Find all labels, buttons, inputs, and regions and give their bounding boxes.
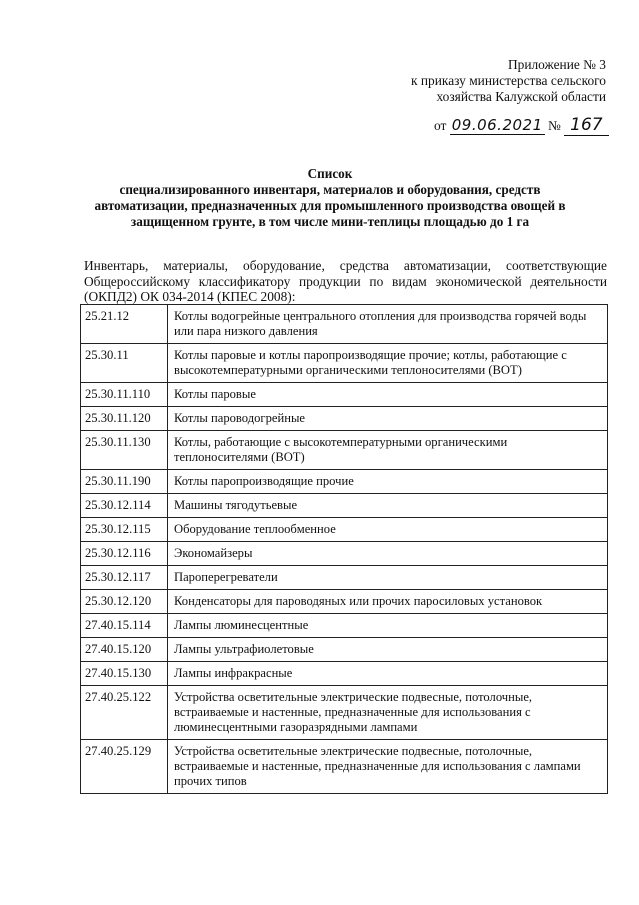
okpd2-description: Устройства осветительные электрические подвесные, потолочные, встраиваемые и настенные, предназначенные для использования с люминесцентными газоразрядными лампами <box>168 686 608 740</box>
okpd2-code: 25.30.12.117 <box>81 566 168 590</box>
order-date-number <box>434 115 609 135</box>
okpd2-description: Котлы паропроизводящие прочие <box>168 470 608 494</box>
order-date: 09.06.2021 <box>451 116 543 134</box>
table-row <box>81 305 608 344</box>
order-number: 167 <box>564 115 608 136</box>
okpd2-description: Котлы паровые и котлы паропроизводящие прочие; котлы, работающие с высокотемпературными органическими теплоносителями (ВОТ) <box>168 344 608 383</box>
table-row <box>81 431 608 470</box>
okpd2-table <box>80 304 608 794</box>
okpd2-code: 25.30.11 <box>81 344 168 383</box>
table-row <box>81 344 608 383</box>
okpd2-table-body <box>81 305 608 794</box>
okpd2-description: Конденсаторы для пароводяных или прочих паросиловых установок <box>168 590 608 614</box>
okpd2-code: 25.30.11.190 <box>81 470 168 494</box>
table-row <box>81 590 608 614</box>
okpd2-description: Лампы инфракрасные <box>168 662 608 686</box>
from-label: от <box>434 118 447 133</box>
okpd2-description: Пароперегреватели <box>168 566 608 590</box>
okpd2-description: Устройства осветительные электрические подвесные, потолочные, встраиваемые и настенные, предназначенные для использования с лампами прочих типов <box>168 740 608 794</box>
okpd2-description: Оборудование теплообменное <box>168 518 608 542</box>
okpd2-description: Котлы паровые <box>168 383 608 407</box>
okpd2-code: 25.30.12.115 <box>81 518 168 542</box>
okpd2-code: 25.21.12 <box>81 305 168 344</box>
okpd2-code: 25.30.11.120 <box>81 407 168 431</box>
table-row <box>81 740 608 794</box>
okpd2-description: Котлы водогрейные центрального отопления для производства горячей воды или пара низкого давления <box>168 305 608 344</box>
table-row <box>81 638 608 662</box>
intro-text: Инвентарь, материалы, оборудование, средства автоматизации, соответствующие Общероссийскому классификатору продукции по видам экономической деятельности (ОКПД2) ОК 034-2014 (КПЕС 2008): <box>84 258 607 304</box>
number-label: № <box>547 118 561 133</box>
appendix-order-line: к приказу министерства сельского <box>411 73 606 88</box>
document-title <box>60 166 600 230</box>
okpd2-code: 27.40.15.114 <box>81 614 168 638</box>
table-row <box>81 566 608 590</box>
okpd2-code: 27.40.25.129 <box>81 740 168 794</box>
appendix-number: Приложение № 3 <box>507 57 606 72</box>
okpd2-description: Котлы, работающие с высокотемпературными органическими теплоносителями (ВОТ) <box>168 431 608 470</box>
table-row <box>81 494 608 518</box>
okpd2-code: 25.30.12.114 <box>81 494 168 518</box>
okpd2-code: 27.40.15.120 <box>81 638 168 662</box>
table-row <box>81 686 608 740</box>
okpd2-code: 25.30.12.116 <box>81 542 168 566</box>
okpd2-description: Машины тягодутьевые <box>168 494 608 518</box>
appendix-header <box>411 57 606 105</box>
table-row <box>81 542 608 566</box>
okpd2-description: Котлы пароводогрейные <box>168 407 608 431</box>
okpd2-code: 25.30.12.120 <box>81 590 168 614</box>
table-row <box>81 407 608 431</box>
title-line-3: автоматизации, предназначенных для промышленного производства овощей в <box>94 198 566 213</box>
okpd2-description: Лампы люминесцентные <box>168 614 608 638</box>
table-row <box>81 614 608 638</box>
table-row <box>81 383 608 407</box>
title-line-4: защищенном грунте, в том числе мини-теплицы площадью до 1 га <box>130 214 530 229</box>
okpd2-description: Экономайзеры <box>168 542 608 566</box>
okpd2-code: 25.30.11.130 <box>81 431 168 470</box>
title-line-1: Список <box>307 166 353 181</box>
okpd2-code: 27.40.25.122 <box>81 686 168 740</box>
title-line-2: специализированного инвентаря, материалов и оборудования, средств <box>119 182 541 197</box>
appendix-ministry-line: хозяйства Калужской области <box>436 89 606 104</box>
okpd2-description: Лампы ультрафиолетовые <box>168 638 608 662</box>
okpd2-code: 27.40.15.130 <box>81 662 168 686</box>
table-row <box>81 518 608 542</box>
table-row <box>81 662 608 686</box>
table-row <box>81 470 608 494</box>
intro-paragraph <box>84 258 607 305</box>
okpd2-code: 25.30.11.110 <box>81 383 168 407</box>
